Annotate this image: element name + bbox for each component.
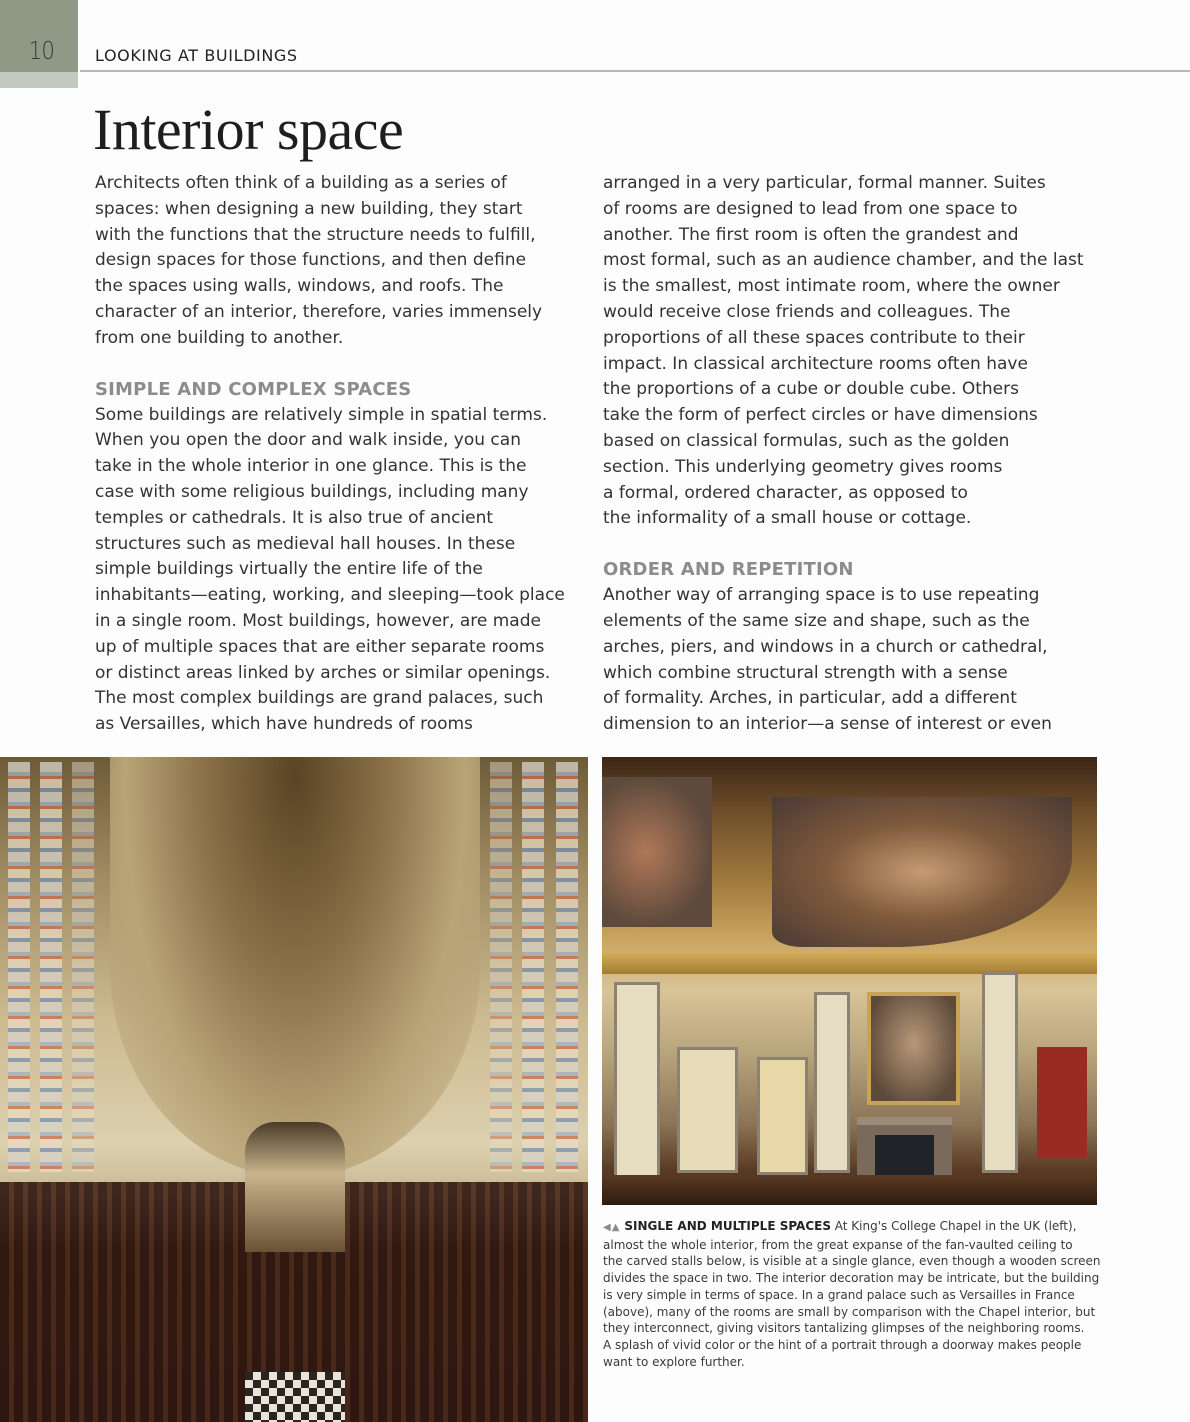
text-line: in a single room. Most buildings, however, are made (95, 610, 541, 631)
caption-line: the carved stalls below, is visible at a single glance, even though a wooden screen (603, 1254, 1101, 1269)
text-line: dimension to an interior—a sense of interest or even (603, 714, 1052, 735)
text-line: which combine structural strength with a sense (603, 662, 1008, 683)
left-column (95, 171, 565, 738)
intro-paragraph (95, 171, 555, 352)
text-line: proportions of all these spaces contribute to their (603, 327, 1025, 348)
wall-panel (814, 992, 850, 1173)
text-line: inhabitants—eating, working, and sleeping—took place (95, 585, 565, 606)
header-rule (80, 70, 1190, 72)
page-number: 10 (28, 36, 54, 65)
text-line: the spaces using walls, windows, and roofs. The (95, 276, 504, 297)
text-line: temples or cathedrals. It is also true of ancient (95, 507, 494, 528)
text-line: would receive close friends and colleagues. The (603, 301, 1011, 322)
fan-vault-ceiling (110, 757, 480, 1177)
text-line: or distinct areas linked by arches or similar openings. (95, 662, 551, 683)
text-line: with the functions that the structure needs to fulfill, (95, 224, 536, 245)
right-column (603, 171, 1084, 738)
text-line: structures such as medieval hall houses. In these (95, 533, 516, 554)
text-line: based on classical formulas, such as the golden (603, 430, 1010, 451)
parquet-floor (602, 1175, 1097, 1205)
stained-glass-window (490, 762, 512, 1172)
text-line: arranged in a very particular, formal manner. Suites (603, 173, 1046, 193)
running-head: LOOKING AT BUILDINGS (95, 46, 298, 65)
text-line: When you open the door and walk inside, you can (95, 430, 521, 451)
text-line: section. This underlying geometry gives rooms (603, 456, 1003, 477)
caption-text: At King's College Chapel in the UK (left), (830, 1219, 1077, 1233)
caption-line: almost the whole interior, from the great expanse of the fan-vaulted ceiling to (603, 1237, 1073, 1252)
stained-glass-window (72, 762, 94, 1172)
gilded-cornice (602, 952, 1097, 974)
double-door (757, 1057, 808, 1175)
page-tab-band (0, 72, 78, 88)
text-line: as Versailles, which have hundreds of rooms (95, 714, 473, 735)
stained-glass-window (556, 762, 578, 1172)
text-line: spaces: when designing a new building, they start (95, 198, 523, 219)
text-line: The most complex buildings are grand palaces, such (95, 688, 544, 709)
text-line: simple buildings virtually the entire life of the (95, 559, 483, 580)
organ-screen (245, 1122, 345, 1252)
caption-line: is very simple in terms of space. In a grand palace such as Versailles in France (603, 1287, 1075, 1302)
checkered-floor (245, 1372, 345, 1422)
caption-line: they interconnect, giving visitors tantalizing glimpses of the neighboring rooms. (603, 1321, 1085, 1336)
text-line: impact. In classical architecture rooms often have (603, 353, 1028, 374)
framed-painting (867, 992, 960, 1105)
section-heading-order-repetition: ORDER AND REPETITION (603, 559, 854, 581)
stained-glass-window (522, 762, 544, 1172)
versailles-room-photo (602, 757, 1097, 1205)
simple-complex-paragraph (95, 403, 565, 738)
stained-glass-window (40, 762, 62, 1172)
text-line: take the form of perfect circles or have dimensions (603, 405, 1038, 426)
text-line: arches, piers, and windows in a church or cathedral, (603, 636, 1048, 657)
double-door (677, 1047, 738, 1173)
adjoining-red-room (1037, 1047, 1087, 1157)
continued-paragraph (603, 171, 1084, 532)
caption-line: want to explore further. (603, 1354, 745, 1369)
caption-heading: SINGLE AND MULTIPLE SPACES (624, 1219, 831, 1233)
text-line: the proportions of a cube or double cube. Others (603, 379, 1019, 400)
text-line: elements of the same size and shape, such as the (603, 610, 1030, 631)
text-line: of formality. Arches, in particular, add a different (603, 688, 1017, 709)
order-repetition-paragraph (603, 583, 1063, 738)
caption-line: A splash of vivid color or the hint of a portrait through a doorway makes people (603, 1337, 1082, 1352)
stained-glass-window (8, 762, 30, 1172)
text-line: design spaces for those functions, and then define (95, 250, 527, 271)
caption-arrows-icon: ◀▲ (603, 1222, 621, 1233)
text-line: of rooms are designed to lead from one space to (603, 198, 1018, 219)
text-line: the informality of a small house or cottage. (603, 508, 972, 529)
page-title: Interior space (93, 97, 404, 162)
text-line: take in the whole interior in one glance. This is the (95, 456, 527, 477)
text-line: up of multiple spaces that are either separate rooms (95, 636, 545, 657)
text-line: Architects often think of a building as a series of (95, 173, 507, 193)
wall-panel (982, 972, 1018, 1173)
section-heading-simple-complex: SIMPLE AND COMPLEX SPACES (95, 378, 412, 400)
caption-first-line (603, 1218, 1103, 1237)
text-line: Some buildings are relatively simple in spatial terms. (95, 404, 548, 425)
caption-line: divides the space in two. The interior decoration may be intricate, but the building (603, 1271, 1100, 1286)
text-line: a formal, ordered character, as opposed to (603, 482, 968, 503)
text-line: is the smallest, most intimate room, where the owner (603, 276, 1060, 297)
photo-caption (603, 1218, 1103, 1370)
ceiling-painting (602, 777, 712, 927)
wall-panel (614, 982, 660, 1183)
text-line: most formal, such as an audience chamber, and the last (603, 250, 1084, 271)
text-line: character of an interior, therefore, varies immensely (95, 301, 543, 322)
text-line: Another way of arranging space is to use repeating (603, 585, 1040, 606)
text-line: case with some religious buildings, including many (95, 481, 529, 502)
text-line: another. The first room is often the grandest and (603, 224, 1019, 245)
text-line: from one building to another. (95, 327, 344, 348)
kings-college-chapel-photo (0, 757, 588, 1422)
ceiling-painting (772, 797, 1072, 947)
caption-line: (above), many of the rooms are small by comparison with the Chapel interior, but (603, 1304, 1096, 1319)
